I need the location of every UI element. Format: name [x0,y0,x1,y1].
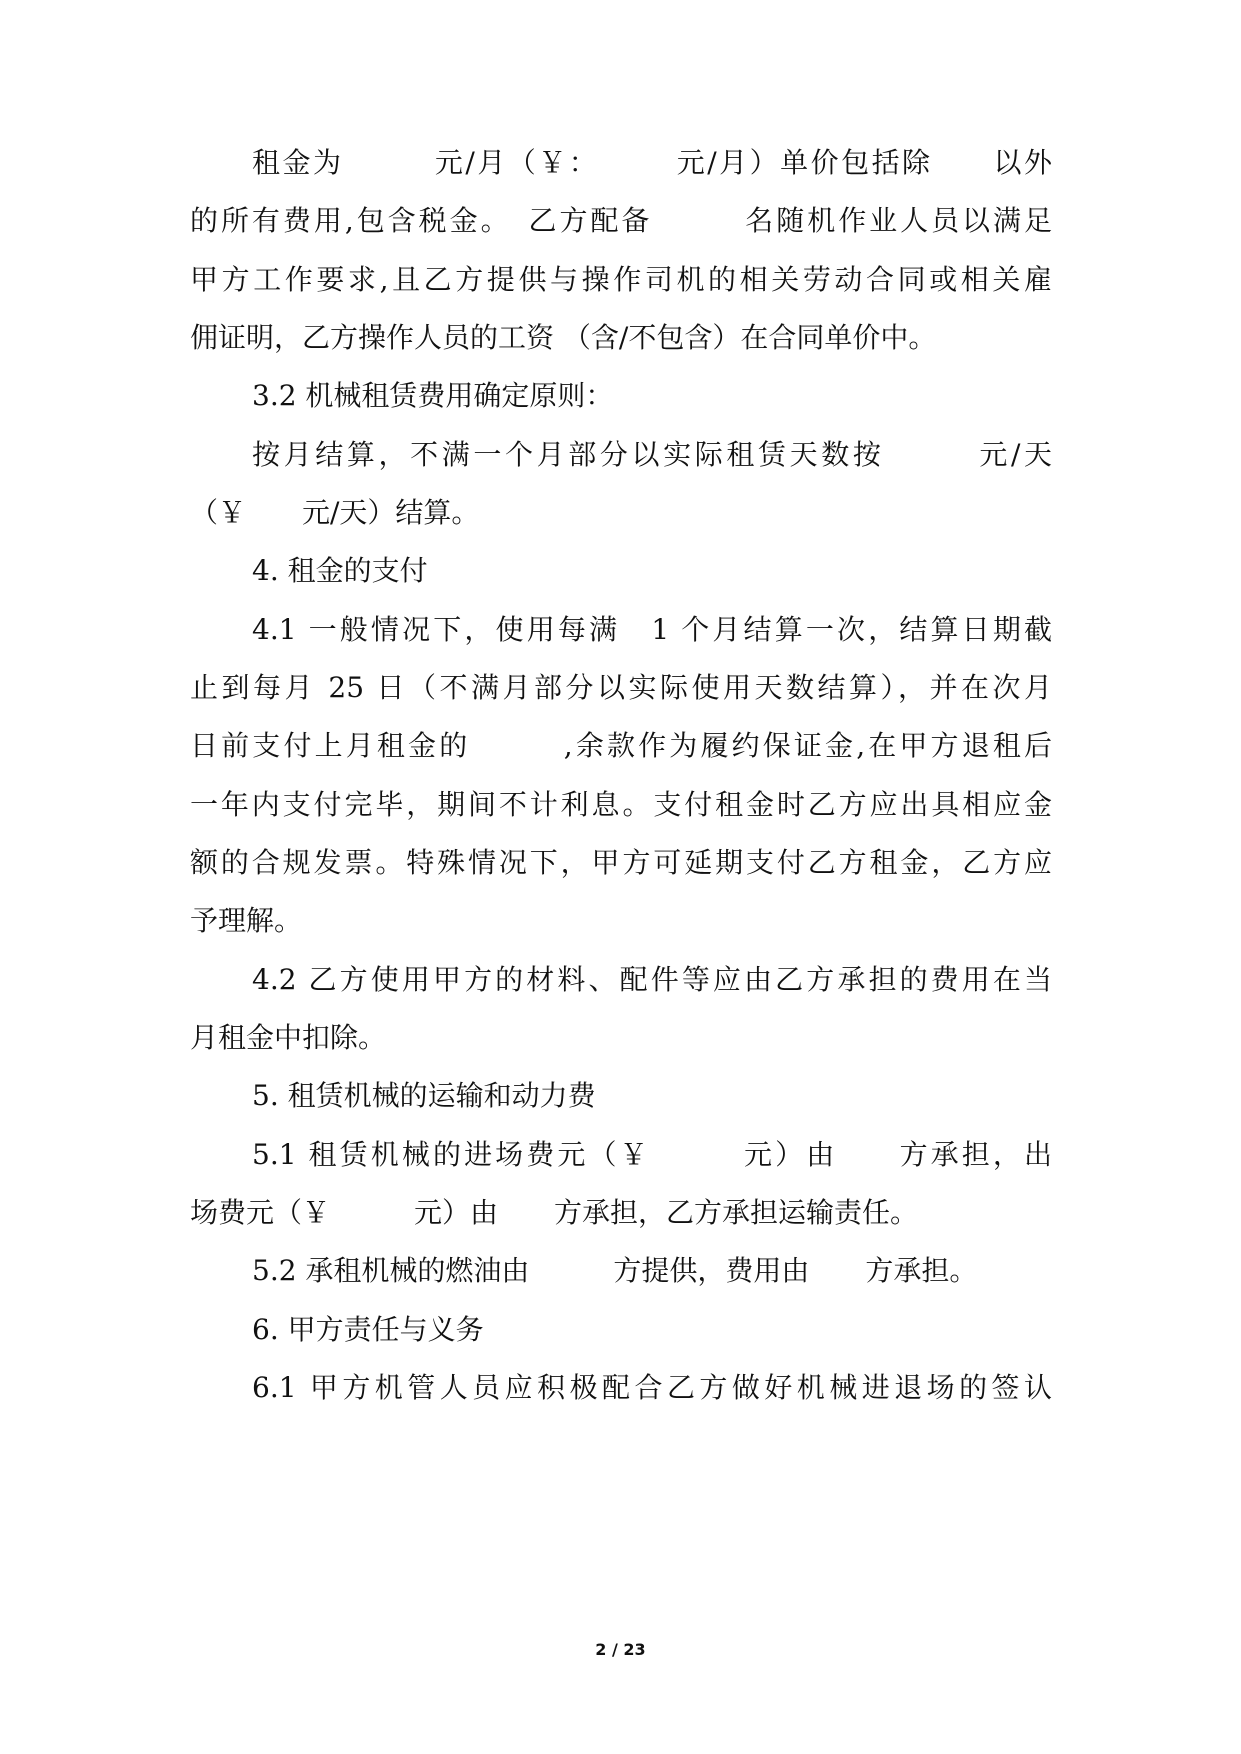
text-line-6: 按月结算，不满一个月部分以实际租赁天数按 元/天 [252,438,1052,471]
text-line-3: 甲方工作要求,且乙方提供与操作司机的相关劳动合同或相关雇 [190,263,1052,296]
section-heading-6: 6. 甲方责任与义务 [252,1313,484,1346]
text-line-18: 5.1 租赁机械的进场费元（￥ 元）由 方承担，出 [252,1138,1052,1171]
text-line-4: 佣证明，乙方操作人员的工资 （含/不包含）在合同单价中。 [190,321,937,354]
section-heading-3-2: 3.2 机械租赁费用确定原则： [252,379,614,412]
section-heading-5: 5. 租赁机械的运输和动力费 [252,1079,596,1112]
text-line-22: 6.1 甲方机管人员应积极配合乙方做好机械进退场的签认 [252,1371,1052,1404]
text-line-19: 场费元（￥ 元）由 方承担，乙方承担运输责任。 [190,1196,919,1229]
text-line-10: 止到每月 25 日（不满月部分以实际使用天数结算），并在次月 [190,671,1052,704]
text-line-1: 租金为 元/月（￥： 元/月）单价包括除 以外 [252,146,1052,179]
text-line-12: 一年内支付完毕，期间不计利息。支付租金时乙方应出具相应金 [190,788,1052,821]
text-line-14: 予理解。 [190,904,303,937]
text-line-11: 日前支付上月租金的 ,余款作为履约保证金,在甲方退租后 [190,729,1052,762]
text-line-9: 4.1 一般情况下，使用每满 1 个月结算一次，结算日期截 [252,613,1052,646]
section-heading-4: 4. 租金的支付 [252,554,428,587]
text-line-13: 额的合规发票。特殊情况下，甲方可延期支付乙方租金，乙方应 [190,846,1052,879]
text-line-15: 4.2 乙方使用甲方的材料、配件等应由乙方承担的费用在当 [252,963,1052,996]
text-line-7: （￥ 元/天）结算。 [190,496,480,529]
page-number: 2 / 23 [595,1640,646,1659]
text-line-2: 的所有费用,包含税金。 乙方配备 名随机作业人员以满足 [190,204,1052,237]
text-line-16: 月租金中扣除。 [190,1021,387,1054]
text-line-20: 5.2 承租机械的燃油由 方提供，费用由 方承担。 [252,1254,978,1287]
